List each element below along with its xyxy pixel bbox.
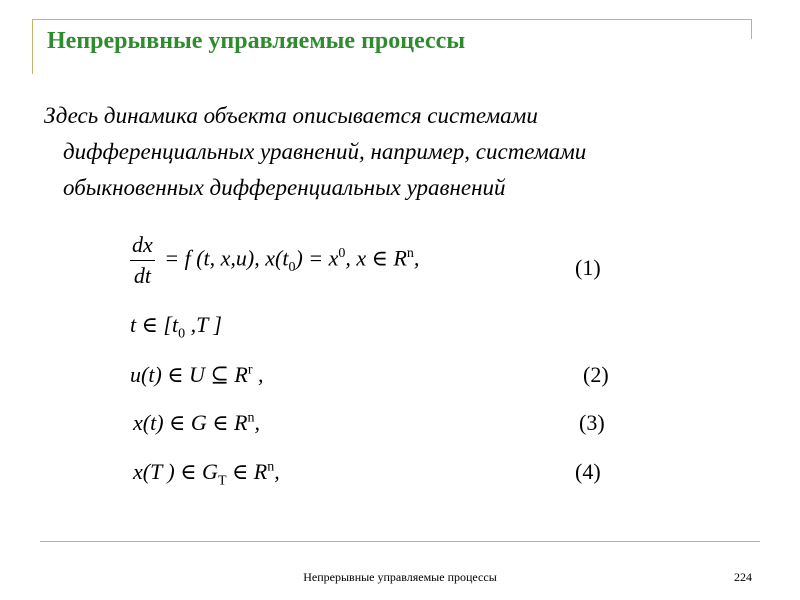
equation-4-number: (4) [575,459,601,484]
frame-top-line [32,19,751,20]
page-number: 224 [734,570,752,584]
eq4-text: x(T ) ∈ G [133,459,218,484]
eq3-end: , [254,410,260,435]
equation-1-number: (1) [575,255,601,280]
equation-time-interval [130,312,222,342]
footer-title: Непрерывные управляемые процессы [303,570,497,584]
fraction-numerator: dx [130,232,155,261]
eq4-sub-T: T [217,473,227,489]
eq1-sup-0: 0 [338,246,346,262]
eq-t-tail: ,T ] [185,312,222,337]
eq3-text: x(t) ∈ G ∈ R [133,410,248,435]
intro-text [44,98,764,206]
equation-3-number: (3) [579,410,605,435]
eq2-text: u(t) ∈ U ⊆ R [130,362,248,387]
eq1-mid: ) = x [295,245,339,271]
equation-1 [130,232,419,289]
equation-4 [133,459,280,489]
eq4-end: , [274,459,280,484]
eq1-sub-0: 0 [288,259,296,275]
eq4-mid: ∈ R [226,459,268,484]
equation-2-number: (2) [583,362,609,387]
eq2-sup-r: r [247,362,253,378]
intro-line-3: обыкновенных дифференциальных уравнений [63,175,506,200]
derivative-fraction [130,232,155,289]
intro-line-2: дифференциальных уравнений, например, системами [63,139,587,164]
eq4-sup-n: n [267,459,275,475]
slide-title: Непрерывные управляемые процессы [47,28,466,54]
frame-left-line [32,19,33,74]
fraction-denominator: dt [133,263,151,288]
equation-3 [133,410,260,436]
eq-t-text: t ∈ [t [130,312,179,337]
eq1-end: , [413,245,420,271]
eq-t-sub-0: 0 [178,326,186,342]
eq1-sup-n: n [406,246,414,262]
eq1-tail: , x ∈ R [345,245,407,271]
eq3-sup-n: n [247,410,255,426]
eq2-end: , [252,362,264,387]
equation-2 [130,362,263,388]
eq1-body: = f (t, x,u), x(t [158,245,289,271]
footer-divider [40,541,760,542]
frame-right-line [751,19,752,39]
intro-line-1: Здесь динамика объекта описывается системами [44,103,538,128]
